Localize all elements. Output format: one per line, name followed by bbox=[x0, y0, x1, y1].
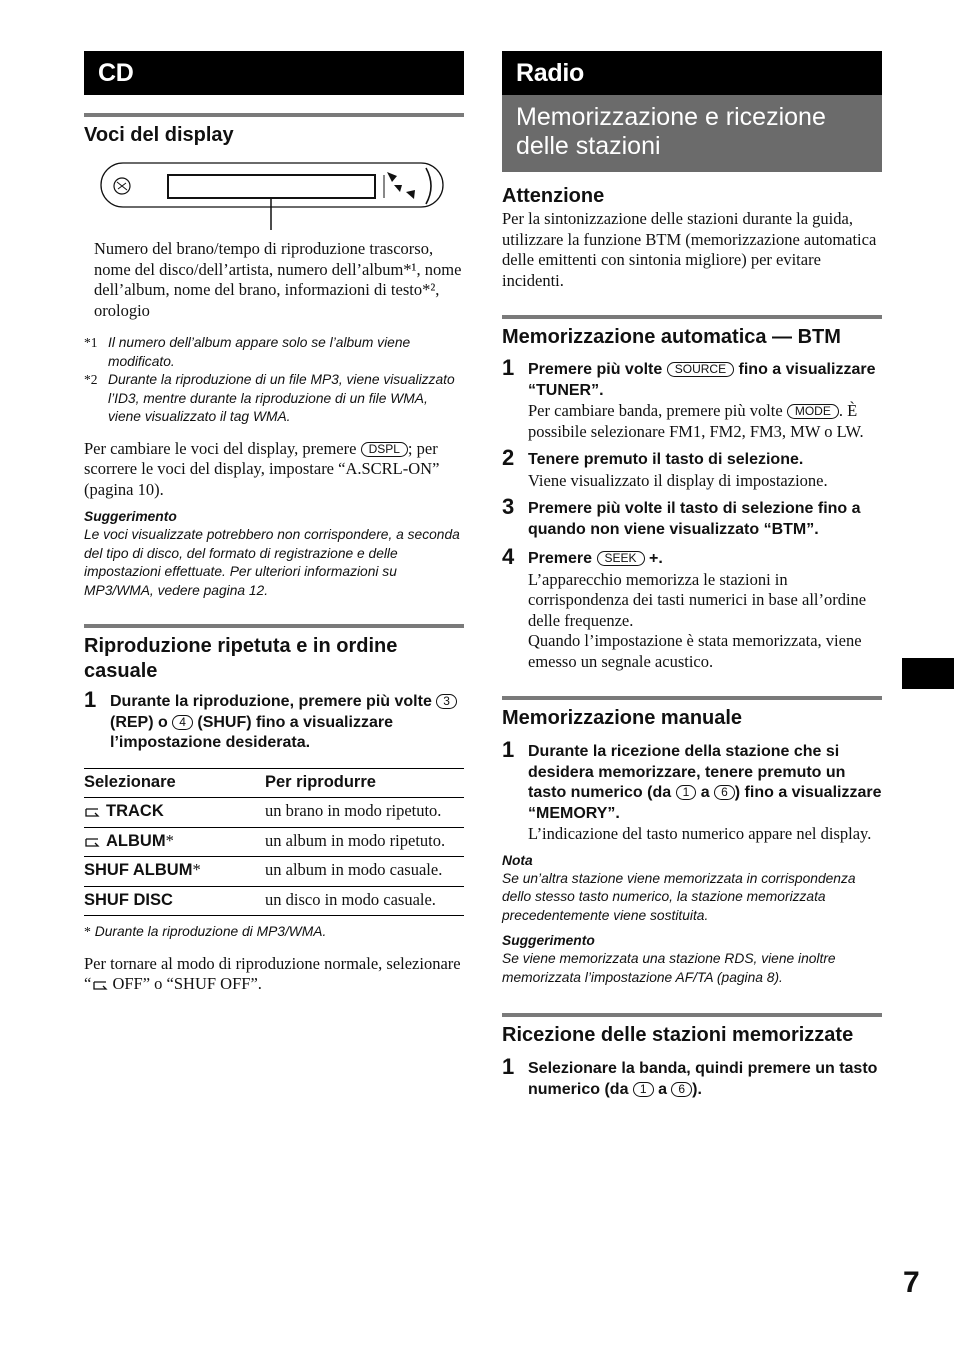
key-6: 6 bbox=[714, 785, 735, 800]
heading-btm: Memorizzazione automatica — BTM bbox=[502, 326, 841, 348]
repeat-icon bbox=[92, 981, 108, 990]
attention-heading: Attenzione bbox=[502, 185, 605, 207]
heading-manual: Memorizzazione manuale bbox=[502, 707, 743, 729]
return-instructions: Per tornare al modo di riproduzione normale, selezionare “ OFF” o “SHUF OFF”. bbox=[84, 953, 461, 993]
section-side-tab bbox=[902, 658, 954, 689]
table-footnote: * Durante la riproduzione di MP3/WMA. bbox=[84, 924, 327, 939]
footnote-1: *1 Il numero dell’album appare solo se l’album viene modificato. bbox=[84, 335, 411, 369]
step-number: 1 bbox=[502, 355, 515, 380]
step-number: 3 bbox=[502, 494, 515, 519]
heading-display: Voci del display bbox=[84, 124, 234, 146]
receive-step-1: 1 Selezionare la banda, quindi premere un tasto numerico (da 1 a 6 ). bbox=[502, 1054, 878, 1098]
section-title-radio: Radio bbox=[502, 51, 882, 95]
dspl-key: DSPL bbox=[361, 442, 408, 457]
tip-label: Suggerimento bbox=[502, 933, 595, 948]
key-1: 1 bbox=[676, 785, 697, 800]
btm-step-3: 3 Premere più volte il tasto di selezione fino a quando non viene visualizzato “BTM”. bbox=[502, 494, 861, 538]
section-title-cd: CD bbox=[84, 51, 464, 95]
heading-rule bbox=[84, 624, 464, 628]
tip-label: Suggerimento bbox=[84, 509, 177, 524]
table-header-cell: Per riprodurre bbox=[265, 768, 464, 798]
left-column bbox=[84, 51, 464, 995]
note-text: Se un’altra stazione viene memorizzata in corrispondenza dello stesso tasto numerico, la stazione memorizzata precedentemente viene sostituita. bbox=[502, 870, 856, 923]
note-label: Nota bbox=[502, 852, 533, 868]
step-number: 1 bbox=[84, 687, 97, 712]
tip-text: Se viene memorizzata una stazione RDS, viene inoltre memorizzata l’impostazione AF/TA (pagina 8). bbox=[502, 951, 836, 985]
btm-step-2: 2 Tenere premuto il tasto di selezione. Viene visualizzato il display di impostazione. bbox=[502, 445, 828, 490]
heading-receive: Ricezione delle stazioni memorizzate bbox=[502, 1024, 854, 1046]
seek-key: SEEK bbox=[597, 551, 645, 566]
footnote-2: *2 Durante la riproduzione di un file MP3, viene visualizzato l’ID3, mentre durante la riproduzione di un file WMA, viene visualizzato il tag WMA. bbox=[84, 372, 455, 424]
display-callout: Numero del brano/tempo di riproduzione trascorso, nome del disco/dell’artista, numero dell’album*¹, nome dell’album, nome del brano, informazioni di testo*², orologio bbox=[94, 239, 462, 320]
step-number: 4 bbox=[502, 544, 515, 569]
heading-rule bbox=[84, 113, 464, 117]
step-number: 1 bbox=[502, 737, 515, 762]
heading-rule bbox=[502, 1013, 882, 1017]
right-column bbox=[502, 51, 882, 1100]
table-row: TRACK un brano in modo ripetuto. bbox=[84, 798, 464, 828]
manual-step-1: 1 Durante la ricezione della stazione che si desidera memorizzare, tenere premuto un tasto numerico (da 1 a 6 ) fino a visualizzare “MEMORY”. L’indicazione del tasto numerico appare nel display. bbox=[502, 737, 882, 843]
key-6: 6 bbox=[671, 1082, 692, 1097]
repeat-mode-table bbox=[84, 768, 464, 917]
table-row: SHUF ALBUM* un album in modo casuale. bbox=[84, 857, 464, 887]
mode-key: MODE bbox=[787, 404, 839, 419]
table-row: ALBUM* un album in modo ripetuto. bbox=[84, 827, 464, 857]
display-panel-illustration bbox=[84, 162, 464, 242]
attention-text: Per la sintonizzazione delle stazioni durante la guida, utilizzare la funzione BTM (memorizzazione automatica delle emittenti con sintonia migliore) per evitare incidenti. bbox=[502, 209, 877, 290]
subsection-title: Memorizzazione e ricezione delle stazioni bbox=[502, 95, 882, 172]
heading-rule bbox=[502, 696, 882, 700]
table-header bbox=[84, 768, 464, 798]
tip-text: Le voci visualizzate potrebbero non corrispondere, a seconda del tipo di disco, del formato di registrazione e delle impostazioni effettuate. Per ulteriori informazioni su MP3/WMA, vedere pagina 12. bbox=[84, 527, 460, 598]
key-1: 1 bbox=[633, 1082, 654, 1097]
source-key: SOURCE bbox=[667, 362, 734, 377]
key-3: 3 bbox=[436, 694, 457, 709]
key-4: 4 bbox=[172, 715, 193, 730]
display-tip bbox=[84, 508, 464, 600]
repeat-icon bbox=[84, 838, 100, 847]
btm-step-4: 4 Premere SEEK +. L’apparecchio memorizza le stazioni in corrispondenza dei tasti numerici in base all’ordine delle frequenze. Quando l’impostazione è stata memorizzata, viene emesso un segnale acustico. bbox=[502, 544, 867, 671]
page-number: 7 bbox=[903, 1266, 920, 1299]
table-header-cell: Selezionare bbox=[84, 768, 265, 798]
repeat-step-1: 1 Durante la riproduzione, premere più volte 3 (REP) o 4 (SHUF) fino a visualizzare l’impostazione desiderata. bbox=[84, 692, 464, 754]
manual-tip bbox=[502, 932, 882, 987]
table-row: SHUF DISC un disco in modo casuale. bbox=[84, 886, 464, 916]
step-number: 1 bbox=[502, 1054, 515, 1079]
btm-step-1: 1 Premere più volte SOURCE fino a visualizzare “TUNER”. Per cambiare banda, premere più volte MODE . È possibile selezionare FM1, FM2, FM3, MW o LW. bbox=[502, 355, 876, 441]
heading-repeat: Riproduzione ripetuta e in ordine casuale bbox=[84, 635, 398, 682]
display-change-instructions: Per cambiare le voci del display, premere DSPL ; per scorrere le voci del display, impostare “A.SCRL-ON” (pagina 10). bbox=[84, 438, 440, 499]
display-footnotes bbox=[84, 334, 464, 427]
manual-note bbox=[502, 852, 882, 926]
step-number: 2 bbox=[502, 445, 515, 470]
repeat-icon bbox=[84, 808, 100, 817]
heading-rule bbox=[502, 315, 882, 319]
